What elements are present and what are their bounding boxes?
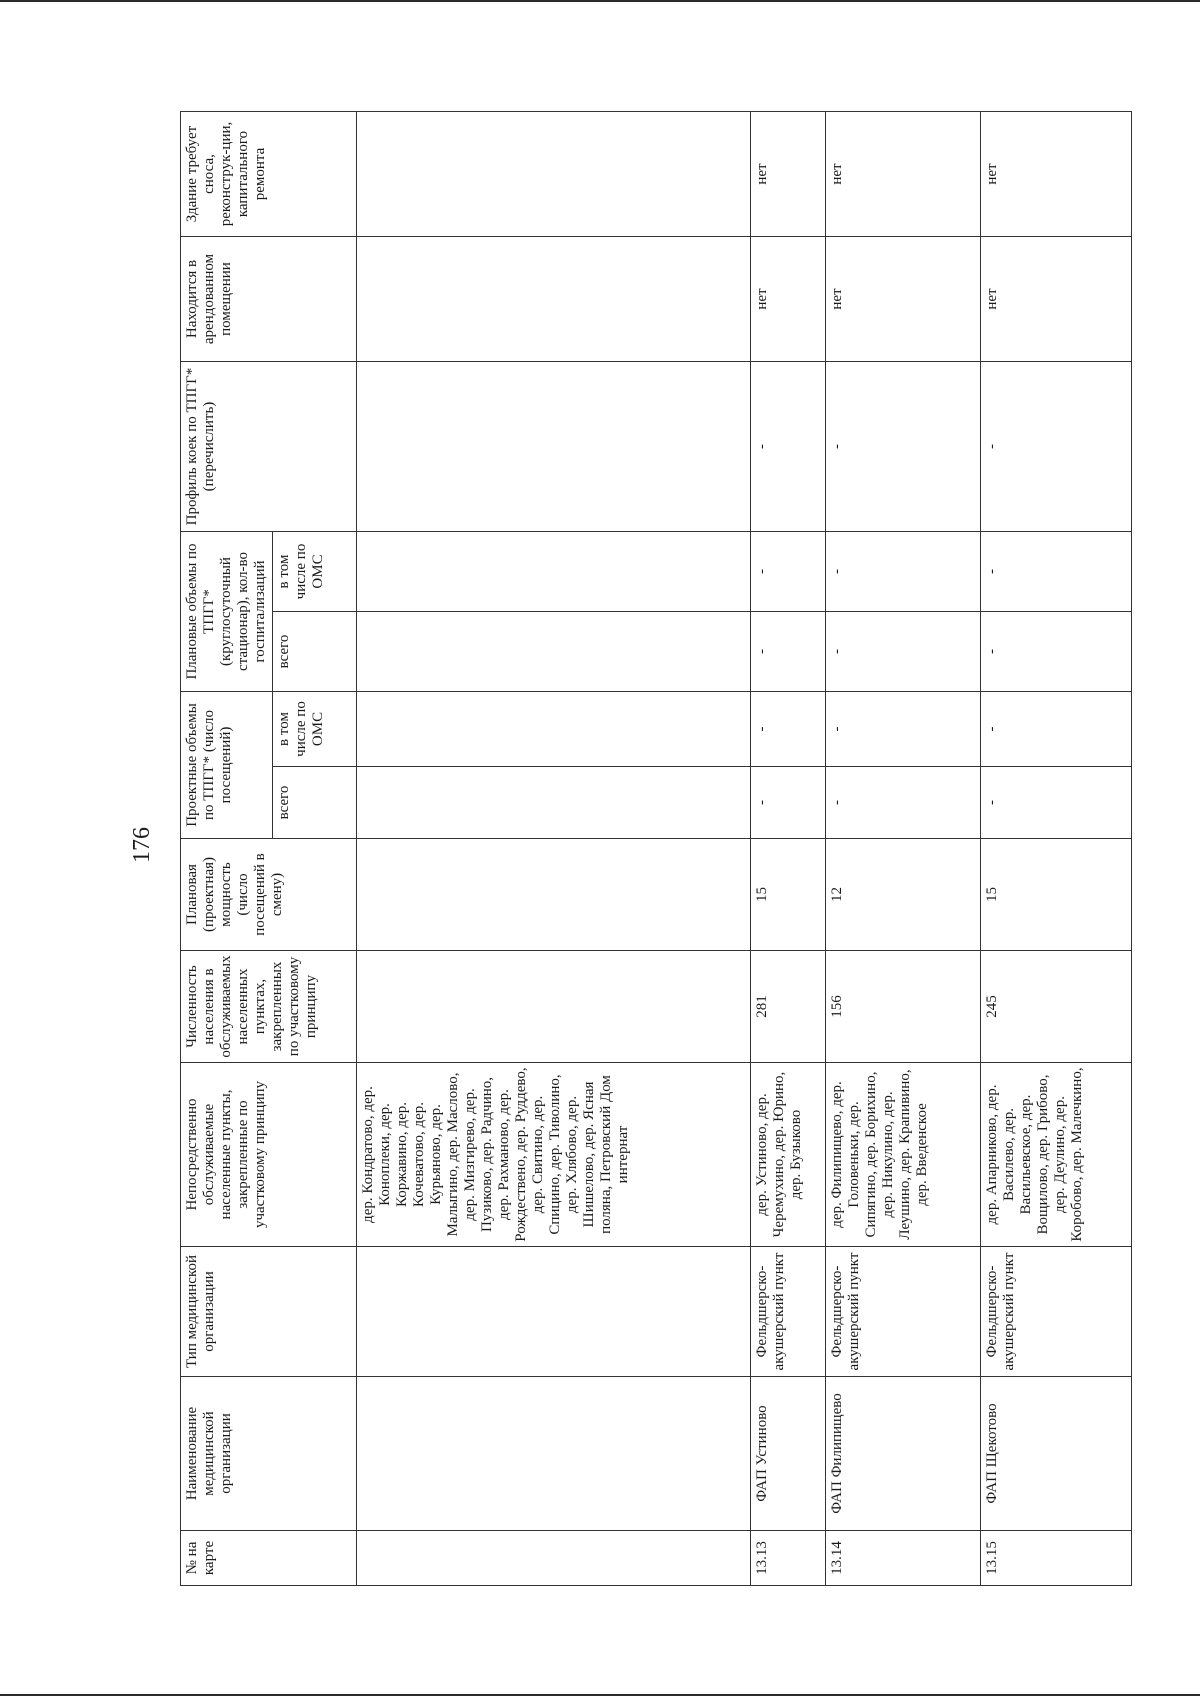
- header-rented: Находится в арендованном помещении: [181, 237, 357, 362]
- cell-capacity: 12: [826, 839, 981, 951]
- medical-organizations-table: [180, 111, 1132, 1586]
- cell-type: [357, 1247, 751, 1377]
- cell-rented: нет: [826, 237, 981, 362]
- header-bed-profile: Профиль коек по ТПГГ* (перечислить): [181, 362, 357, 532]
- header-plan-volumes: Плановые объемы по ТПГГ* (круглосуточный стационар), кол-во госпитализаций: [181, 532, 273, 692]
- header-population: Численность населения в обслуживаемых населенных пунктах, закрепленных по участковому принципу: [181, 951, 357, 1063]
- table-row: [981, 112, 1132, 1586]
- table-row: [751, 112, 826, 1586]
- cell-proj-total: [357, 767, 751, 839]
- cell-capacity: 15: [751, 839, 826, 951]
- cell-proj-oms: -: [751, 692, 826, 767]
- header-project-volumes: Проектные объемы по ТПГГ* (число посещений): [181, 692, 273, 839]
- table-container: [180, 112, 1117, 1586]
- cell-bed-profile: -: [981, 362, 1132, 532]
- header-name: Наименование медицинской организации: [181, 1377, 357, 1531]
- table-row: [826, 112, 981, 1586]
- header-type: Тип медицинской организации: [181, 1247, 357, 1377]
- subheader-proj-oms: в том числе по ОМС: [273, 692, 357, 767]
- cell-repair: нет: [826, 112, 981, 237]
- header-settlements: Непосредственно обслуживаемые населенные пункты, закрепленные по участковому принципу: [181, 1063, 357, 1247]
- cell-population: 156: [826, 951, 981, 1063]
- cell-capacity: [357, 839, 751, 951]
- cell-plan-total: [357, 612, 751, 692]
- cell-plan-total: -: [751, 612, 826, 692]
- cell-population: [357, 951, 751, 1063]
- cell-num: 13.15: [981, 1531, 1132, 1586]
- header-repair: Здание требует сноса, реконструк-ции, капитального ремонта: [181, 112, 357, 237]
- rotated-table-layer: [180, 112, 1117, 1586]
- cell-num: 13.14: [826, 1531, 981, 1586]
- page-number: 176: [129, 827, 155, 863]
- cell-proj-oms: -: [826, 692, 981, 767]
- cell-bed-profile: [357, 362, 751, 532]
- cell-settlements: дер. Филипищево, дер. Головеньки, дер. Сипягино, дер. Борихино, дер. Никулино, дер. Леушино, дер. Крапивино, дер. Введенское: [826, 1063, 981, 1247]
- cell-plan-oms: [357, 532, 751, 612]
- cell-proj-oms: -: [981, 692, 1132, 767]
- cell-name: ФАП Устиново: [751, 1377, 826, 1531]
- cell-type: Фельдшерско-акушерский пункт: [981, 1247, 1132, 1377]
- header-capacity: Плановая (проектная) мощность (число посещений в смену): [181, 839, 357, 951]
- cell-type: Фельдшерско-акушерский пункт: [751, 1247, 826, 1377]
- cell-plan-total: -: [981, 612, 1132, 692]
- subheader-plan-oms: в том числе по ОМС: [273, 532, 357, 612]
- cell-plan-oms: -: [981, 532, 1132, 612]
- header-row: [181, 112, 273, 1586]
- cell-repair: [357, 112, 751, 237]
- cell-settlements: дер. Устиново, дер. Черемухино, дер. Юрино, дер. Бузыково: [751, 1063, 826, 1247]
- cell-settlements: дер. Кондратово, дер. Коноплеки, дер. Коржавино, дер. Кочеватово, дер. Курьяново, дер. Малыгино, дер. Маслово, дер. Мизгирево, дер. Пузиково, дер. Радчино, дер. Рахманово, дер. Рождествено, дер. Руддево, дер. Свитино, дер. Спицино, дер. Тиволино, дер. Хлябово, дер. Шишелово, дер. Ясная поляна, Петровский Дом интернат: [357, 1063, 751, 1247]
- cell-population: 245: [981, 951, 1132, 1063]
- cell-proj-total: -: [981, 767, 1132, 839]
- cell-proj-oms: [357, 692, 751, 767]
- header-num: № на карте: [181, 1531, 357, 1586]
- cell-proj-total: -: [751, 767, 826, 839]
- cell-name: ФАП Щекотово: [981, 1377, 1132, 1531]
- cell-plan-total: -: [826, 612, 981, 692]
- cell-proj-total: -: [826, 767, 981, 839]
- subheader-proj-total: всего: [273, 767, 357, 839]
- cell-num: [357, 1531, 751, 1586]
- cell-rented: нет: [981, 237, 1132, 362]
- cell-settlements: дер. Апарниково, дер. Василево, дер. Васильевское, дер. Вощилово, дер. Грибово, дер. Деулино, дер. Коробово, дер. Малечкино,: [981, 1063, 1132, 1247]
- cell-num: 13.13: [751, 1531, 826, 1586]
- cell-plan-oms: -: [751, 532, 826, 612]
- cell-repair: нет: [751, 112, 826, 237]
- cell-bed-profile: -: [751, 362, 826, 532]
- cell-type: Фельдшерско-акушерский пункт: [826, 1247, 981, 1377]
- cell-name: ФАП Филипищево: [826, 1377, 981, 1531]
- table-row: [357, 112, 751, 1586]
- cell-rented: нет: [751, 237, 826, 362]
- cell-repair: нет: [981, 112, 1132, 237]
- cell-rented: [357, 237, 751, 362]
- cell-plan-oms: -: [826, 532, 981, 612]
- cell-name: [357, 1377, 751, 1531]
- cell-bed-profile: -: [826, 362, 981, 532]
- cell-population: 281: [751, 951, 826, 1063]
- cell-capacity: 15: [981, 839, 1132, 951]
- subheader-plan-total: всего: [273, 612, 357, 692]
